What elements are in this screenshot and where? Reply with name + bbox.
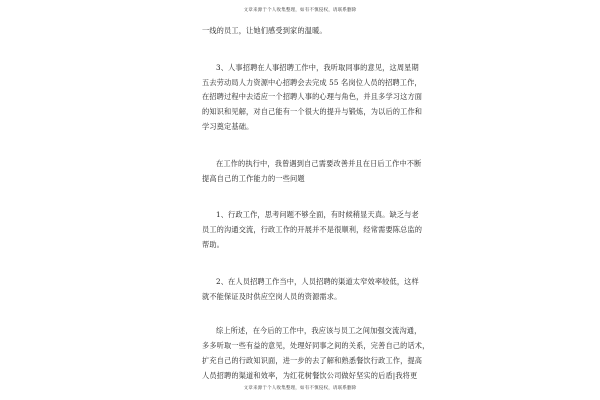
header-disclaimer: 文章来源于个人收集整理，如有不慎侵权，请联系删除 [243,8,357,13]
footer-disclaimer: 文章来源于个人收集整理，如有不慎侵权，请联系删除 [243,386,357,391]
text-line: 学习奠定基础。 [202,121,254,131]
text-line: 一线的员工，让她们感受到家的温暖。 [202,26,327,35]
paragraph-6 [202,324,430,383]
paragraph-3 [202,157,422,187]
text-line: 人员招聘的渠道和效率，为红花树餐饮公司做好坚实的后盾|我将更 [202,370,418,380]
document-body [202,24,430,384]
text-line: 1、行政工作，思考问题不够全面，有时候稍显天真。缺乏与老 [216,210,419,220]
text-line: 帮助。 [202,239,225,249]
text-line: 扩充自己的行政知识面，进一步的去了解和熟悉餐饮行政工作，提高 [202,355,423,365]
text-line: 五去劳动局人力资源中心招聘会去完成 55 名岗位人员的招聘工作， [202,77,422,87]
paragraph-1 [202,24,410,39]
paragraph-2 [202,61,423,135]
text-line: 就不能保证及时供应空岗人员的资源需求。 [202,291,342,301]
text-line: 提高自己的工作能力的一些问题 [202,173,305,183]
text-line: 3、人事招聘在人事招聘工作中，我听取同事的意见，这周星期 [216,62,419,72]
paragraph-4 [202,208,423,252]
text-line: 的知识和见解，对自己能有一个很大的提升与锻炼，为以后的工作和 [202,107,423,117]
text-line: 员工的沟通交流，行政工作的开展并不是很顺利，经常需要陈总监的 [202,225,423,235]
text-line: 综上所述，在今后的工作中，我应该与员工之间加强交流沟通， [216,326,422,336]
text-line: 在工作的执行中，我曾遇到自己需要改善并且在日后工作中不断 [216,158,422,168]
text-line: 多多听取一些有益的意见，处理好同事之间的关系，完善自己的话术， [202,341,430,351]
text-line: 2、在人员招聘工作当中，人员招聘的渠道太窄效率较低，这样 [216,276,419,286]
text-line: 在招聘过程中去适应一个招聘人事的心理与角色，并且多学习这方面 [202,92,423,102]
paragraph-5 [202,275,419,305]
